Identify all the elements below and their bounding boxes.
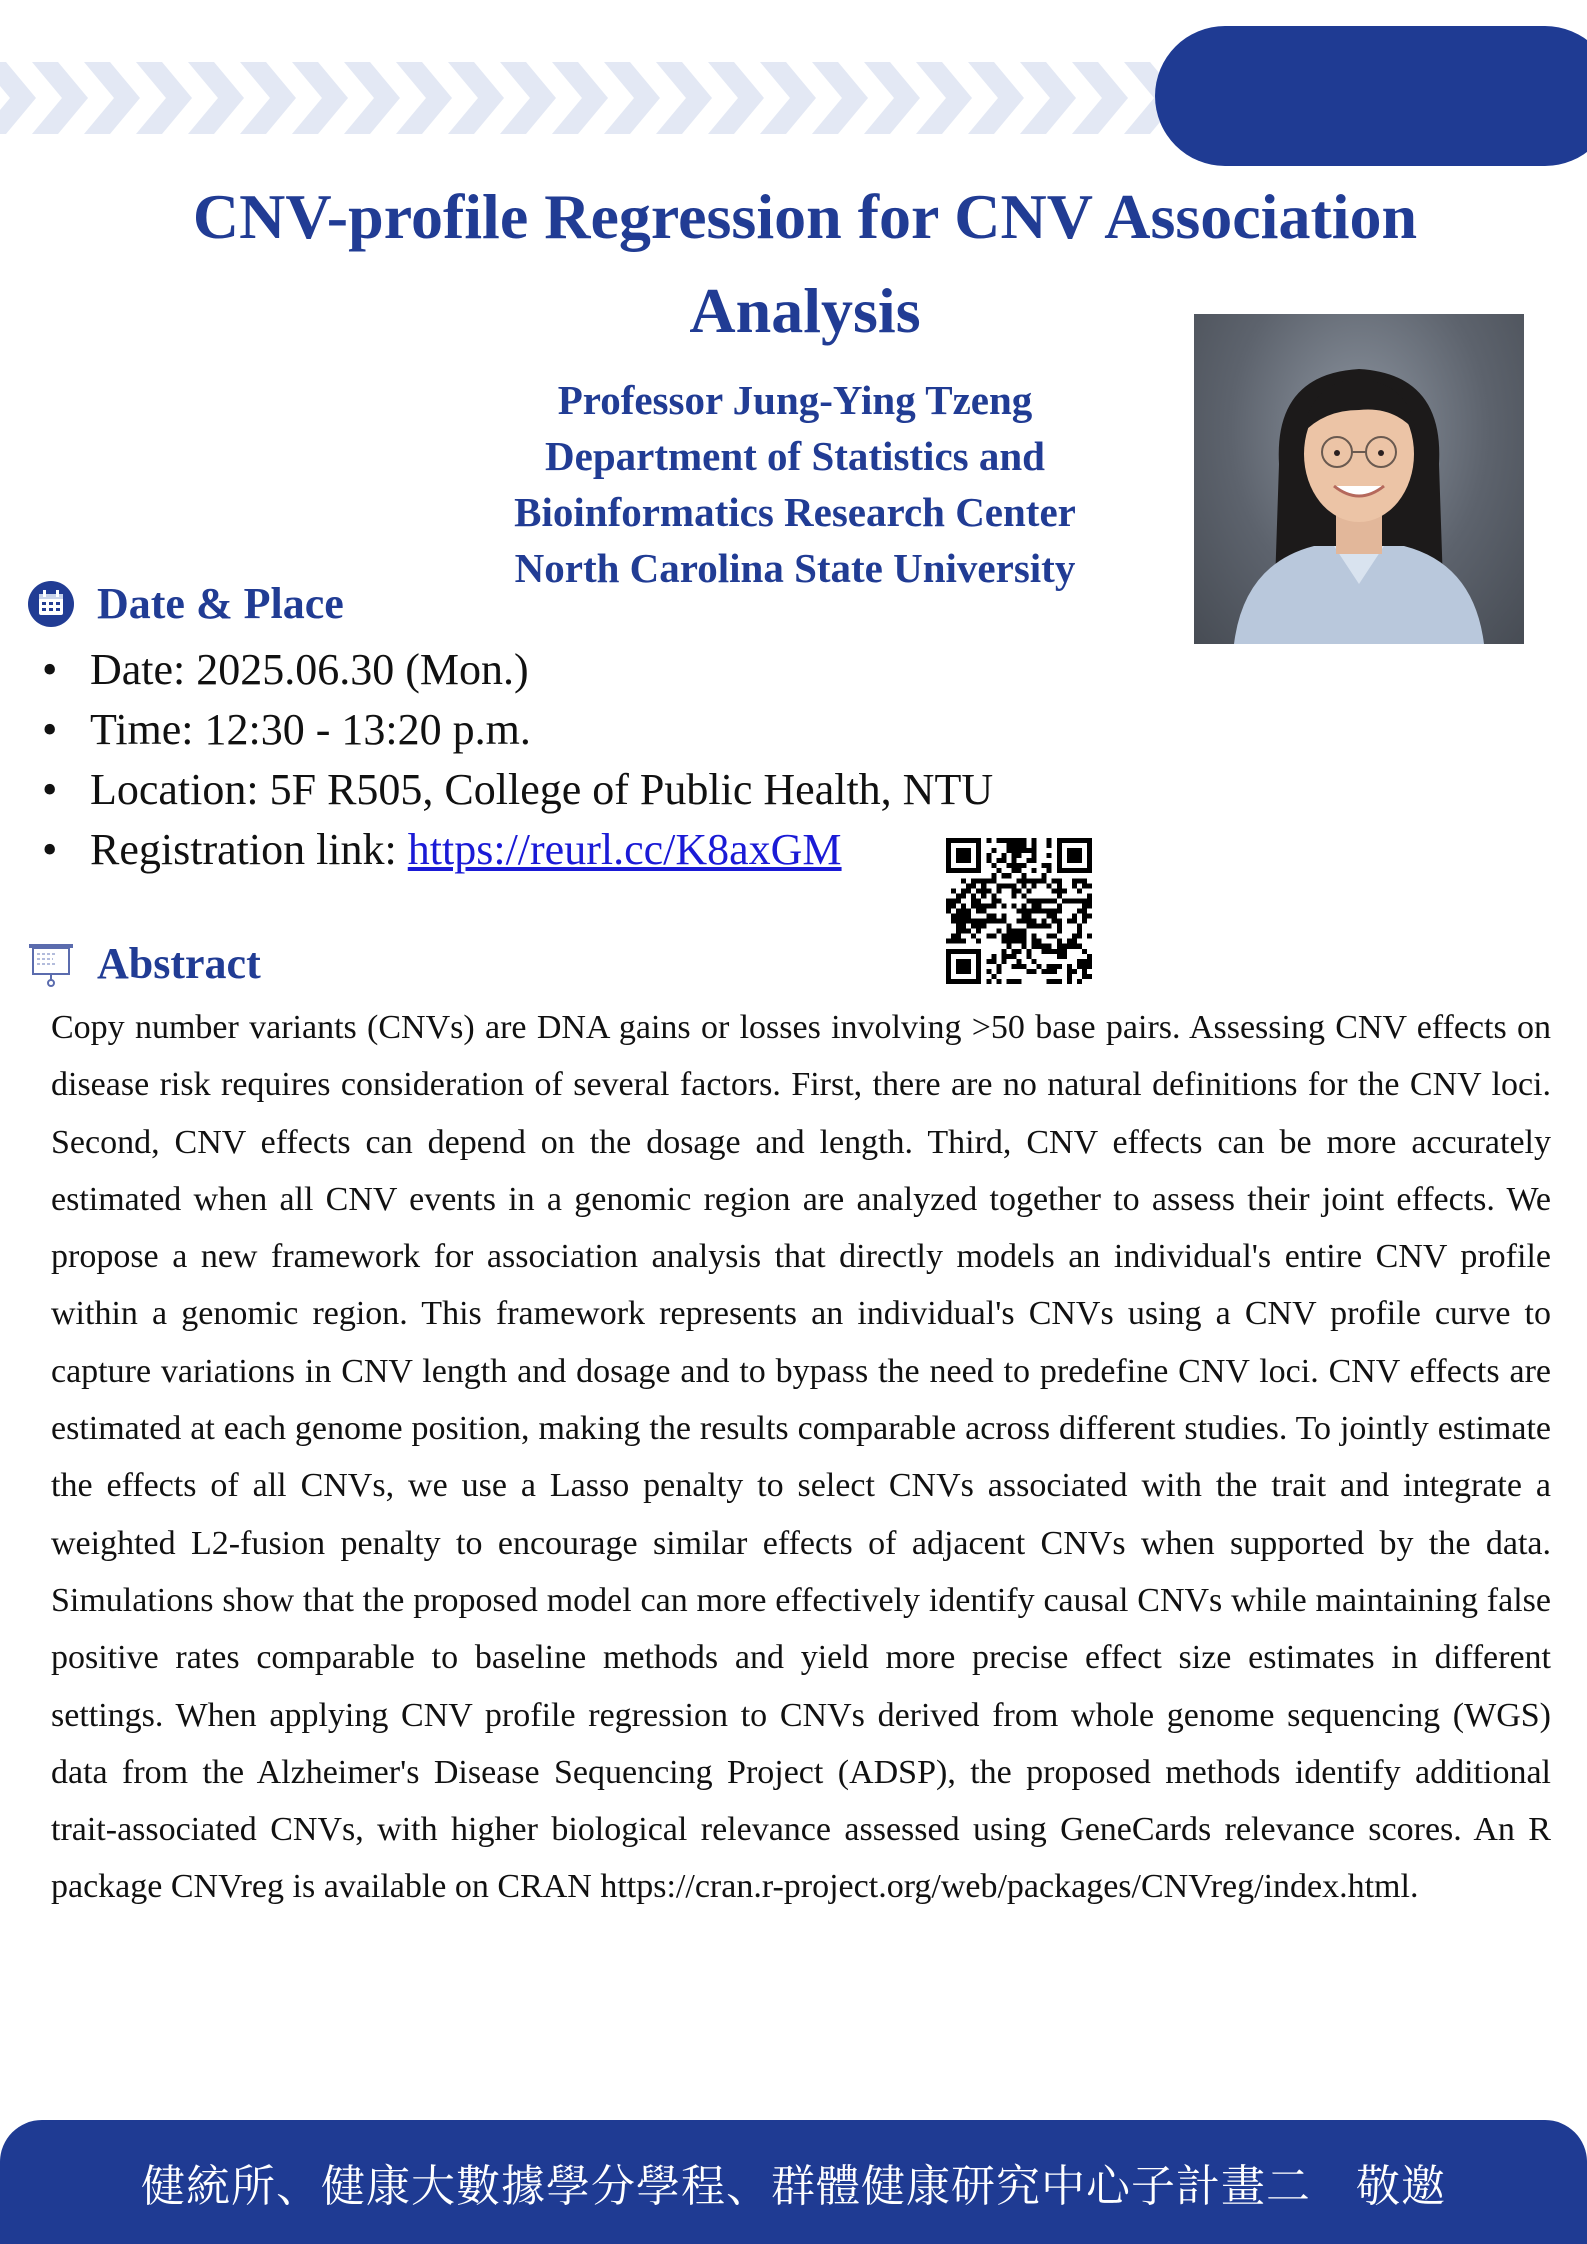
speaker-info	[440, 372, 1150, 596]
speaker-department: Department of Statistics and	[545, 433, 1045, 479]
abstract-heading-label: Abstract	[97, 939, 261, 988]
speaker-university: North Carolina State University	[514, 545, 1076, 591]
bullet: •	[42, 705, 58, 754]
registration-link[interactable]: https://reurl.cc/K8axGM	[407, 825, 842, 874]
header-chevron-band	[0, 62, 1180, 134]
date-place-heading	[27, 578, 344, 629]
event-location	[38, 760, 1138, 820]
bullet: •	[42, 765, 58, 814]
abstract-text: Copy number variants (CNVs) are DNA gains or losses involving >50 base pairs. Assessing CNV effects on disease risk requires consideration of several factors. First, there are no natural definitions for the CNV loci. Second, CNV effects can depend on the dosage and length. Third, CNV effects can be more accurately estimated when all CNV events in a genomic region are analyzed together to assess their joint effects. We propose a new framework for association analysis that directly models an individual's entire CNV profile within a genomic region. This framework represents an individual's CNVs using a CNV profile curve to capture variations in CNV length and dosage and to bypass the need to predefine CNV loci. CNV effects are estimated at each genome position, making the results comparable across different studies. To jointly estimate the effects of all CNVs, we use a Lasso penalty to select CNVs associated with the trait and integrate a weighted L2-fusion penalty to encourage similar effects of adjacent CNVs when supported by the data. Simulations show that the proposed model can more effectively identify causal CNVs while maintaining false positive rates comparable to baseline methods and yield more precise effect size estimates in different settings. When applying CNV profile regression to CNVs derived from whole genome sequencing (WGS) data from the Alzheimer's Disease Sequencing Project (ADSP), the proposed methods identify additional trait-associated CNVs, with higher biological relevance assessed using GeneCards relevance scores. An R package CNVreg is available on CRAN https://cran.r-project.org/web/packages/CNVreg/index.html.	[51, 1009, 1551, 1906]
bullet: •	[42, 825, 58, 874]
registration-qr-code[interactable]	[946, 838, 1092, 984]
event-date	[38, 640, 1138, 700]
event-location-text: Location: 5F R505, College of Public Health, NTU	[90, 765, 994, 814]
bullet: •	[42, 645, 58, 694]
event-time-text: Time: 12:30 - 13:20 p.m.	[90, 705, 531, 754]
abstract-heading	[27, 938, 261, 989]
speaker-center: Bioinformatics Research Center	[514, 489, 1076, 535]
presentation-board-icon	[27, 940, 75, 988]
registration-label: Registration link:	[90, 825, 408, 874]
event-date-text: Date: 2025.06.30 (Mon.)	[90, 645, 529, 694]
footer-text: 健統所、健康大數據學分學程、群體健康研究中心子計畫二 敬邀	[141, 2161, 1446, 2212]
talk-title-line-1: CNV-profile Regression for CNV Association	[192, 181, 1418, 252]
date-place-heading-label: Date & Place	[97, 579, 344, 628]
speaker-photo	[1194, 314, 1524, 644]
speaker-name: Professor Jung-Ying Tzeng	[557, 377, 1033, 423]
talk-title-line-2: Analysis	[689, 275, 921, 346]
header-accent-pill	[1155, 26, 1587, 166]
speaker-portrait-illustration	[1194, 314, 1524, 644]
footer-banner	[0, 2120, 1587, 2244]
calendar-icon	[27, 580, 75, 628]
event-time	[38, 700, 1138, 760]
